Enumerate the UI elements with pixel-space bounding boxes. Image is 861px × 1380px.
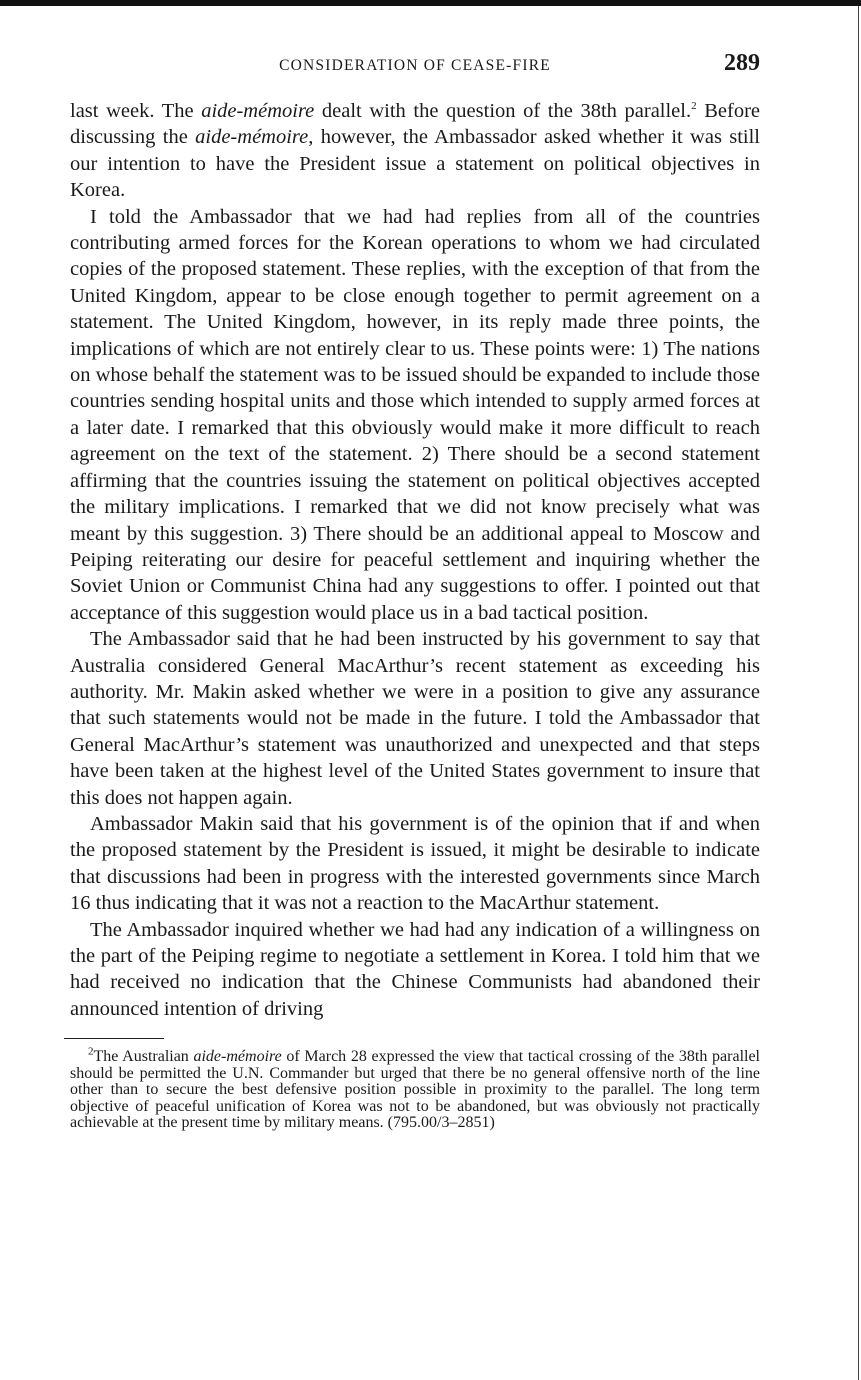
footnote — [70, 1045, 761, 1132]
footnote-italic: aide-mémoire — [193, 1048, 282, 1066]
italic-aide-memoire-2: aide-mémoire — [195, 126, 309, 149]
paragraph-2: I told the Ambassador that we had had replies from all of the countries contributing armed forces for the Korean operations to whom we had circulated copies of the proposed statement. These replies, with the exception of that from the United Kingdom, appear to be close enough together to permit agreement on a statement. The United Kingdom, however, in its reply made three points, the implications of which are not entirely clear to us. These points were: 1) The nations on whose behalf the statement was to be issued should be expanded to include those countries sending hospital units and those which intended to supply armed forces at a later date. I remarked that this obviously would make it more difficult to reach agreement on the text of the statement. 2) There should be a second statement affirming that the countries issuing the statement on political objectives accepted the military implications. I remarked that we did not know precisely what was meant by this suggestion. 3) There should be an additional appeal to Moscow and Peiping reiterating our desire for peaceful settlement and inquiring whether the Soviet Union or Communist China had any suggestions to offer. I pointed out that acceptance of this suggestion would place us in a bad tactical position. — [70, 205, 761, 624]
running-header — [70, 50, 760, 84]
running-title: CONSIDERATION OF CEASE-FIRE — [279, 57, 551, 74]
footnote-mark: 2 — [88, 1045, 94, 1058]
footnote-text-a: The Australian — [93, 1048, 194, 1066]
paragraph-5: The Ambassador inquired whether we had had any indication of a willingness on the part of the Peiping regime to negotiate a settlement in Korea. I told him that we had received no indication that the Chinese Communists had abandoned their announced intention of driving — [70, 918, 760, 1020]
document-page — [70, 50, 760, 1132]
paragraph-3: The Ambassador said that he had been instructed by his government to say that Australia considered General MacArthur’s recent statement as exceeding his authority. Mr. Makin asked whether we were in a position to give any assurance that such statements would not be made in the future. I told the Ambassador that General MacArthur’s statement was unauthorized and unexpected and that steps have been taken at the highest level of the United States government to insure that this does not happen again. — [70, 628, 760, 809]
paragraph-1-text-a: last week. The — [70, 100, 202, 122]
paragraph-1-text-d: , however, the Ambassador asked whether it was still our intention to have the President issue a statement on political objectives in Korea. — [70, 126, 761, 202]
paragraph-1-text-c: Before discussing the — [70, 100, 760, 149]
footnote-divider — [64, 1038, 164, 1039]
top-edge-rule — [0, 0, 861, 6]
italic-aide-memoire: aide-mémoire — [201, 100, 315, 122]
paragraph-1 — [70, 98, 760, 204]
body-text — [70, 98, 760, 1022]
page-number: 289 — [724, 50, 760, 76]
footnote-text-b: of March 28 expressed the view that tactical crossing of the 38th parallel should be permitted the U.N. Commander but urged that there be no general offensive north of the line other than to secure the best defensive position possible in proximity to the parallel. The long term objective of peaceful unification of Korea was not to be abandoned, but was obviously not practically achievable at the present time by military means. (795.00/3–2851) — [70, 1048, 761, 1132]
footnote-reference: 2 — [691, 100, 697, 113]
paragraph-4: Ambassador Makin said that his government is of the opinion that if and when the proposed statement by the President is issued, it might be desirable to indicate that discussions had been in progress with the interested governments since March 16 thus indicating that it was not a reaction to the MacArthur statement. — [70, 812, 760, 915]
page-edge-line — [858, 6, 859, 1380]
paragraph-1-text-b: dealt with the question of the 38th parallel. — [314, 100, 692, 122]
